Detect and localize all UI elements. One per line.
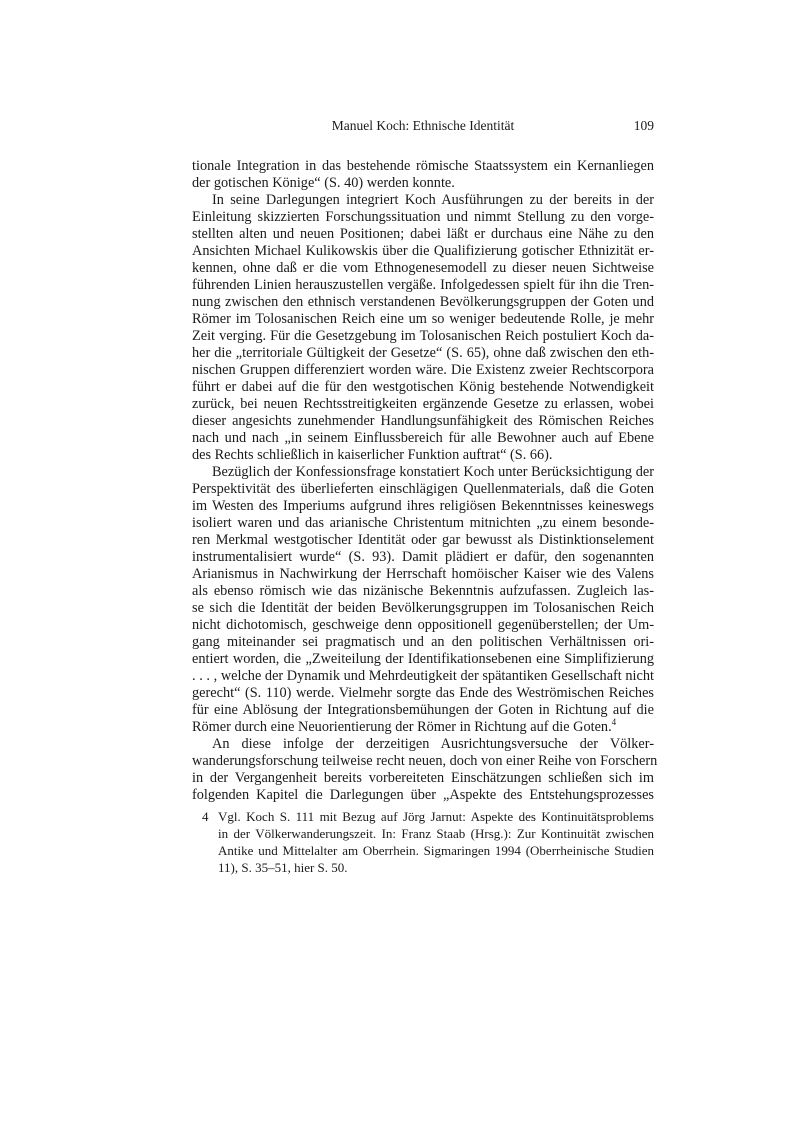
body-text [192, 158, 658, 804]
text-line [192, 583, 654, 600]
line-text: für eine Ablösung der Integrationsbemühungen der Goten in Richtung auf die [192, 702, 654, 718]
text-line [192, 753, 658, 770]
text-line [192, 600, 654, 617]
text-line [192, 770, 654, 787]
line-text: nischen Gruppen differenziert worden wäre. Die Existenz zweier Rechtscorpora [192, 362, 654, 378]
text-line [192, 345, 654, 362]
line-text: Arianismus in Nachwirkung der Herrschaft homöischer Kaiser wie des Valens [192, 566, 654, 582]
text-line [192, 464, 654, 481]
text-line [192, 549, 654, 566]
line-text: in der Vergangenheit bereits vorbereiteten Einschätzungen schließen sich im [192, 770, 654, 786]
text-line [192, 532, 654, 549]
line-text: Bezüglich der Konfessionsfrage konstatiert Koch unter Berücksichtigung der [212, 464, 654, 480]
text-line [192, 447, 654, 464]
text-line [192, 209, 654, 226]
text-line [192, 158, 654, 175]
text-line [192, 243, 654, 260]
text-line [192, 311, 654, 328]
line-text: nung zwischen den ethnisch verstandenen Bevölkerungsgruppen der Goten und [192, 294, 654, 310]
line-text: Römer im Tolosanischen Reich eine um so weniger bedeutende Rolle, je mehr [192, 311, 654, 327]
line-text: gang miteinander sei pragmatisch und an den politischen Verhältnissen ori- [192, 634, 654, 650]
running-title: Manuel Koch: Ethnische Identität [331, 118, 515, 133]
text-line [192, 617, 654, 634]
line-text: führenden Linien herauszustellen vergäße. Infolgedessen spielt für ihn die Tren- [192, 277, 654, 293]
footnotes [192, 808, 654, 876]
line-text: im Westen des Imperiums aufgrund ihres religiösen Bekenntnisses keineswegs [192, 498, 654, 514]
line-text: instrumentalisiert wurde“ (S. 93). Damit plädiert er dafür, den sogenannten [192, 549, 654, 565]
line-text: Ansichten Michael Kulikowskis über die Qualifizierung gotischer Ethnizität er- [192, 243, 654, 259]
text-line [192, 736, 654, 753]
running-header [192, 118, 654, 136]
paragraph [192, 736, 658, 804]
text-line [192, 379, 654, 396]
text-line [192, 685, 654, 702]
line-text: In seine Darlegungen integriert Koch Ausführungen zu der bereits in der [212, 192, 654, 208]
text-line [192, 634, 654, 651]
line-text: gerecht“ (S. 110) werde. Vielmehr sorgte das Ende des Weströmischen Reiches [192, 685, 654, 701]
line-text: her die „territoriale Gültigkeit der Gesetze“ (S. 65), ohne daß zwischen den eth- [192, 345, 654, 361]
line-text: Einleitung skizzierten Forschungssituation und nimmt Stellung zu den vorge- [192, 209, 654, 225]
line-text: kennen, ohne daß er die vom Ethnogenesemodell zu dieser neuen Sichtweise [192, 260, 654, 276]
line-text: zurück, bei neuen Rechtsstreitigkeiten ergänzende Gesetze zu erlassen, wobei [192, 396, 654, 412]
text-line [192, 362, 654, 379]
text-line [192, 192, 654, 209]
footnote-line: Antike und Mittelalter am Oberrhein. Sigmaringen 1994 (Oberrheinische Studien [218, 843, 654, 858]
text-line [192, 498, 654, 515]
text-line [192, 515, 654, 532]
text-line [192, 481, 654, 498]
line-text: . . . , welche der Dynamik und Mehrdeutigkeit der spätantiken Gesellschaft nicht [192, 668, 654, 684]
text-line [192, 430, 654, 447]
line-text: stellten alten und neuen Positionen; dabei läßt er durchaus eine Nähe zu den [192, 226, 654, 242]
text-line [192, 787, 654, 804]
page-number: 109 [633, 118, 654, 133]
text-line [192, 396, 654, 413]
text-line [192, 260, 654, 277]
footnote-line: 11), S. 35–51, hier S. 50. [218, 860, 348, 875]
text-line [192, 702, 654, 719]
line-text: tionale Integration in das bestehende römische Staatssystem ein Kernanliegen [192, 158, 654, 174]
footnote-reference[interactable]: 4 [611, 717, 617, 728]
paragraph [192, 158, 654, 192]
text-line [192, 294, 654, 311]
line-text: entiert worden, die „Zweiteilung der Identifikationsebenen eine Simplifizierung [192, 651, 654, 667]
line-text: führt er dabei auf die für den westgotischen König bestehende Notwendigkeit [192, 379, 654, 395]
text-line [192, 719, 654, 736]
text-line [192, 175, 654, 192]
text-line [192, 328, 654, 345]
footnote-line: Vgl. Koch S. 111 mit Bezug auf Jörg Jarnut: Aspekte des Kontinuitätsproblems [218, 809, 654, 824]
text-line [192, 651, 654, 668]
text-line [192, 413, 654, 430]
footnote [192, 808, 654, 876]
line-text: nicht dichotomisch, geschweige denn oppositionell gegenüberstellen; der Um- [192, 617, 654, 633]
line-text: An diese infolge der derzeitigen Ausrichtungsversuche der Völker- [212, 736, 654, 752]
paragraph [192, 192, 654, 464]
line-text: wanderungsforschung teilweise recht neuen, doch von einer Reihe von Forschern [192, 753, 658, 769]
line-text: ren Merkmal westgotischer Identität oder gar bewusst als Distinktionselement [192, 532, 654, 548]
line-text: des Rechts schließlich in kaiserlicher Funktion auftrat“ (S. 66). [192, 447, 553, 463]
line-text: Römer durch eine Neuorientierung der Römer in Richtung auf die Goten. [192, 719, 612, 735]
text-line [192, 277, 654, 294]
line-text: se sich die Identität der beiden Bevölkerungsgruppen im Tolosanischen Reich [192, 600, 654, 616]
footnote-number: 4 [202, 809, 209, 824]
text-line [192, 668, 654, 685]
line-text: nach und nach „in seinem Einflussbereich für alle Bewohner auch auf Ebene [192, 430, 654, 446]
paragraph [192, 464, 654, 736]
line-text: als ebenso römisch wie das nizänische Bekenntnis aufzufassen. Zugleich las- [192, 583, 654, 599]
line-text: der gotischen Könige“ (S. 40) werden konnte. [192, 175, 455, 191]
text-line [192, 566, 654, 583]
line-text: folgenden Kapitel die Darlegungen über „Aspekte des Entstehungsprozesses [192, 787, 654, 803]
footnote-line: in der Völkerwanderungszeit. In: Franz Staab (Hrsg.): Zur Kontinuität zwischen [218, 826, 654, 841]
line-text: dieser angesichts zunehmender Handlungsunfähigkeit des Römischen Reiches [192, 413, 654, 429]
line-text: Perspektivität des überlieferten einschlägigen Quellenmaterials, daß die Goten [192, 481, 654, 497]
line-text: Zeit verging. Für die Gesetzgebung im Tolosanischen Reich postuliert Koch da- [192, 328, 654, 344]
text-line [192, 226, 654, 243]
line-text: isoliert waren und das arianische Christentum mitnichten „zu einem besonde- [192, 515, 654, 531]
